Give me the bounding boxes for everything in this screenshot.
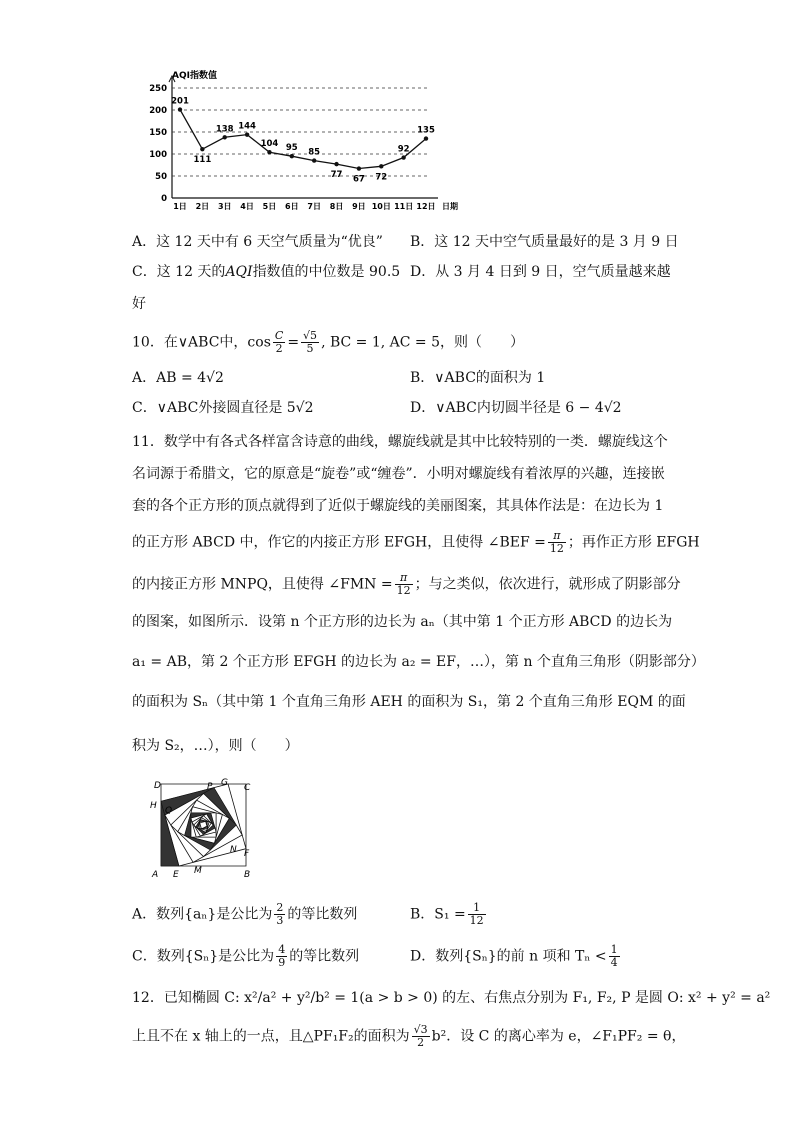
label-d: D: [154, 781, 161, 791]
q11-line-5: [132, 572, 681, 597]
q9-option-d-cont: 好: [132, 296, 146, 312]
label-a: A: [152, 870, 159, 880]
q10-option-c: C．∨ABC外接圆直径是 5√2: [132, 400, 314, 416]
frac-denominator: 3: [276, 914, 284, 927]
data-point: [200, 147, 204, 151]
data-point: [290, 154, 294, 158]
data-point: [267, 150, 271, 154]
frac-denominator: 5: [306, 342, 314, 355]
y-tick-label: 50: [155, 172, 167, 182]
data-point: [334, 162, 338, 166]
frac-numerator: √3: [413, 1023, 428, 1036]
q9-option-d: D．从 3 月 4 日到 9 日，空气质量越来越: [410, 264, 671, 280]
x-tick-label: 10日: [371, 202, 391, 211]
label-c: C: [244, 783, 251, 793]
x-tick-label: 3日: [217, 202, 232, 211]
frac-numerator: 1: [610, 943, 618, 956]
data-point: [401, 155, 405, 159]
q11-option-a-pre: A．数列{aₙ}是公比为: [132, 906, 273, 923]
y-tick-label: 0: [161, 194, 167, 204]
data-label: 77: [330, 170, 343, 181]
x-tick-label: 8日: [329, 202, 344, 211]
frac-numerator: √5: [303, 329, 318, 342]
q11-option-d: [410, 944, 622, 969]
shaded-triangle: [203, 826, 208, 828]
data-label: 72: [375, 172, 388, 183]
data-label: 111: [193, 155, 212, 166]
q9-option-c-post: 指数值的中位数是 90.5: [252, 264, 401, 280]
frac-denominator: 9: [278, 956, 286, 969]
spiral-squares-figure: [144, 776, 266, 880]
frac-denominator: 2: [275, 342, 283, 355]
q10-frac-c2: [273, 330, 285, 355]
x-tick-label: 12日: [416, 202, 436, 211]
q11-option-d-pre: D．数列{Sₙ}的前 n 项和 Tₙ <: [410, 948, 607, 965]
q11-option-c: [132, 944, 359, 969]
q11-line-4-post: ；再作正方形 EFGH: [567, 534, 700, 551]
label-q: Q: [165, 806, 173, 816]
y-tick-label: 100: [149, 150, 167, 160]
q12-line-1: 12．已知椭圆 C: x²/a² + y²/b² = 1(a > b > 0) 的左、右焦点分别为 F₁, F₂, P 是圆 O: x² + y² = a²: [132, 990, 771, 1006]
q12-line-2-pre: 上且不在 x 轴上的一点，且△PF₁F₂的面积为: [132, 1028, 410, 1045]
q12-frac-sqrt3: [412, 1024, 430, 1049]
q11-option-a-post: 的等比数列: [287, 906, 358, 923]
data-label: 104: [260, 139, 279, 150]
q11-frac-pi12-a: [548, 530, 566, 555]
q9-option-b: B．这 12 天中空气质量最好的是 3 月 9 日: [410, 234, 679, 250]
q11-line-8: 的面积为 Sₙ（其中第 1 个直角三角形 AEH 的面积为 S₁，第 2 个直角三角形 EQM 的面: [132, 694, 686, 710]
q11-line-5-post: ；与之类似，依次进行，就形成了阴影部分: [414, 576, 681, 593]
frac-denominator: 12: [469, 914, 484, 927]
x-tick-label: 5日: [262, 202, 277, 211]
q10-frac-sqrt5: [301, 330, 319, 355]
frac-denominator: 12: [396, 584, 411, 597]
q10-stem-pre: 10．在∨ABC中，cos: [132, 334, 271, 351]
q11-option-b-pre: B．S₁ =: [410, 906, 466, 923]
label-g: G: [221, 778, 228, 788]
label-n: N: [230, 845, 237, 855]
label-m: M: [194, 866, 202, 876]
frac-numerator: π: [395, 572, 413, 585]
aqi-series-line: [180, 110, 426, 169]
q11-option-a: [132, 902, 357, 927]
data-point: [178, 107, 182, 111]
q11-option-c-post: 的等比数列: [289, 948, 360, 965]
x-tick-label: 2日: [195, 202, 210, 211]
data-label: 67: [352, 174, 365, 185]
q10-option-b: B．∨ABC的面积为 1: [410, 370, 546, 386]
data-point: [424, 136, 428, 140]
data-label: 138: [215, 124, 234, 135]
frac-numerator: π: [548, 530, 566, 543]
data-point: [245, 132, 249, 136]
q11-line-6: 的图案，如图所示．设第 n 个正方形的边长为 aₙ（其中第 1 个正方形 ABCD 的边长为: [132, 614, 673, 630]
q11-option-b: [410, 902, 488, 927]
q12-line-2-post: b²．设 C 的离心率为 e，∠F₁PF₂ = θ，: [431, 1028, 686, 1045]
x-tick-label: 6日: [285, 202, 299, 211]
x-tick-label: 1日: [173, 202, 187, 211]
q11-line-5-pre: 的内接正方形 MNPQ，且使得 ∠FMN =: [132, 576, 393, 593]
data-point: [357, 166, 361, 170]
q11-option-a-frac: [274, 902, 285, 927]
shaded-triangle: [185, 813, 191, 837]
q11-line-4: [132, 530, 700, 555]
label-b: B: [244, 870, 251, 880]
x-tick-label: 9日: [352, 202, 366, 211]
data-label: 85: [308, 147, 321, 158]
label-e: E: [173, 870, 179, 880]
q11-line-1: 11．数学中有各式各样富含诗意的曲线，螺旋线就是其中比较特别的一类．螺旋线这个: [132, 434, 668, 450]
label-f: F: [244, 849, 250, 859]
q10-option-d: D．∨ABC内切圆半径是 6 − 4√2: [410, 400, 622, 416]
q10-stem-post: , BC = 1, AC = 5，则（ ）: [321, 334, 525, 351]
q11-option-c-frac: [276, 944, 287, 969]
q11-frac-pi12-b: [395, 572, 413, 597]
y-tick-label: 150: [149, 128, 167, 138]
q12-line-2: [132, 1024, 685, 1049]
q11-line-2: 名词源于希腊文，它的原意是“旋卷”或“缠卷”．小明对螺旋线有着浓厚的兴趣，连接嵌: [132, 466, 665, 482]
label-p: P: [207, 782, 213, 792]
frac-numerator: 4: [278, 943, 286, 956]
frac-numerator: 1: [468, 902, 486, 915]
q9-option-c-var: AQI: [225, 264, 253, 280]
q11-line-9: 积为 S₂，…），则（ ）: [132, 738, 299, 754]
frac-denominator: 12: [549, 542, 564, 555]
frac-numerator: 2: [276, 901, 284, 914]
q11-option-b-frac: [468, 902, 486, 927]
y-tick-label: 250: [149, 84, 167, 94]
aqi-line-chart: [140, 64, 460, 220]
q9-option-c-pre: C．这 12 天的: [132, 264, 226, 280]
data-label: 201: [171, 96, 189, 107]
y-tick-label: 200: [149, 106, 167, 116]
data-label: 92: [397, 144, 410, 155]
frac-numerator: C: [274, 329, 284, 342]
x-tick-label: 11日: [394, 202, 414, 211]
data-point: [379, 164, 383, 168]
equals-sign: =: [287, 334, 300, 351]
label-h: H: [150, 801, 157, 811]
q11-line-7: a₁ = AB，第 2 个正方形 EFGH 的边长为 a₂ = EF，…），第 n 个直角三角形（阴影部分）: [132, 654, 705, 670]
q10-option-a: A．AB = 4√2: [132, 370, 224, 386]
q10-stem: [132, 330, 524, 355]
x-tick-label: 4日: [240, 202, 254, 211]
y-axis-label: AQI指数值: [172, 71, 217, 81]
x-axis-label: 日期: [442, 202, 458, 211]
q11-option-d-frac: [609, 944, 620, 969]
data-label: 135: [417, 125, 435, 136]
data-label: 95: [285, 143, 298, 154]
data-label: 144: [238, 121, 256, 132]
x-tick-label: 7日: [307, 202, 321, 211]
q9-option-a: A．这 12 天中有 6 天空气质量为“优良”: [132, 234, 383, 250]
frac-denominator: 2: [417, 1036, 425, 1049]
q11-line-3: 套的各个正方形的顶点就得到了近似于螺旋线的美丽图案，其具体作法是：在边长为 1: [132, 498, 664, 514]
q11-option-c-pre: C．数列{Sₙ}是公比为: [132, 948, 275, 965]
data-point: [223, 135, 227, 139]
q9-option-c: [132, 262, 400, 282]
frac-denominator: 4: [610, 956, 618, 969]
data-point: [312, 158, 316, 162]
q11-line-4-pre: 的正方形 ABCD 中，作它的内接正方形 EFGH，且使得 ∠BEF =: [132, 534, 546, 551]
